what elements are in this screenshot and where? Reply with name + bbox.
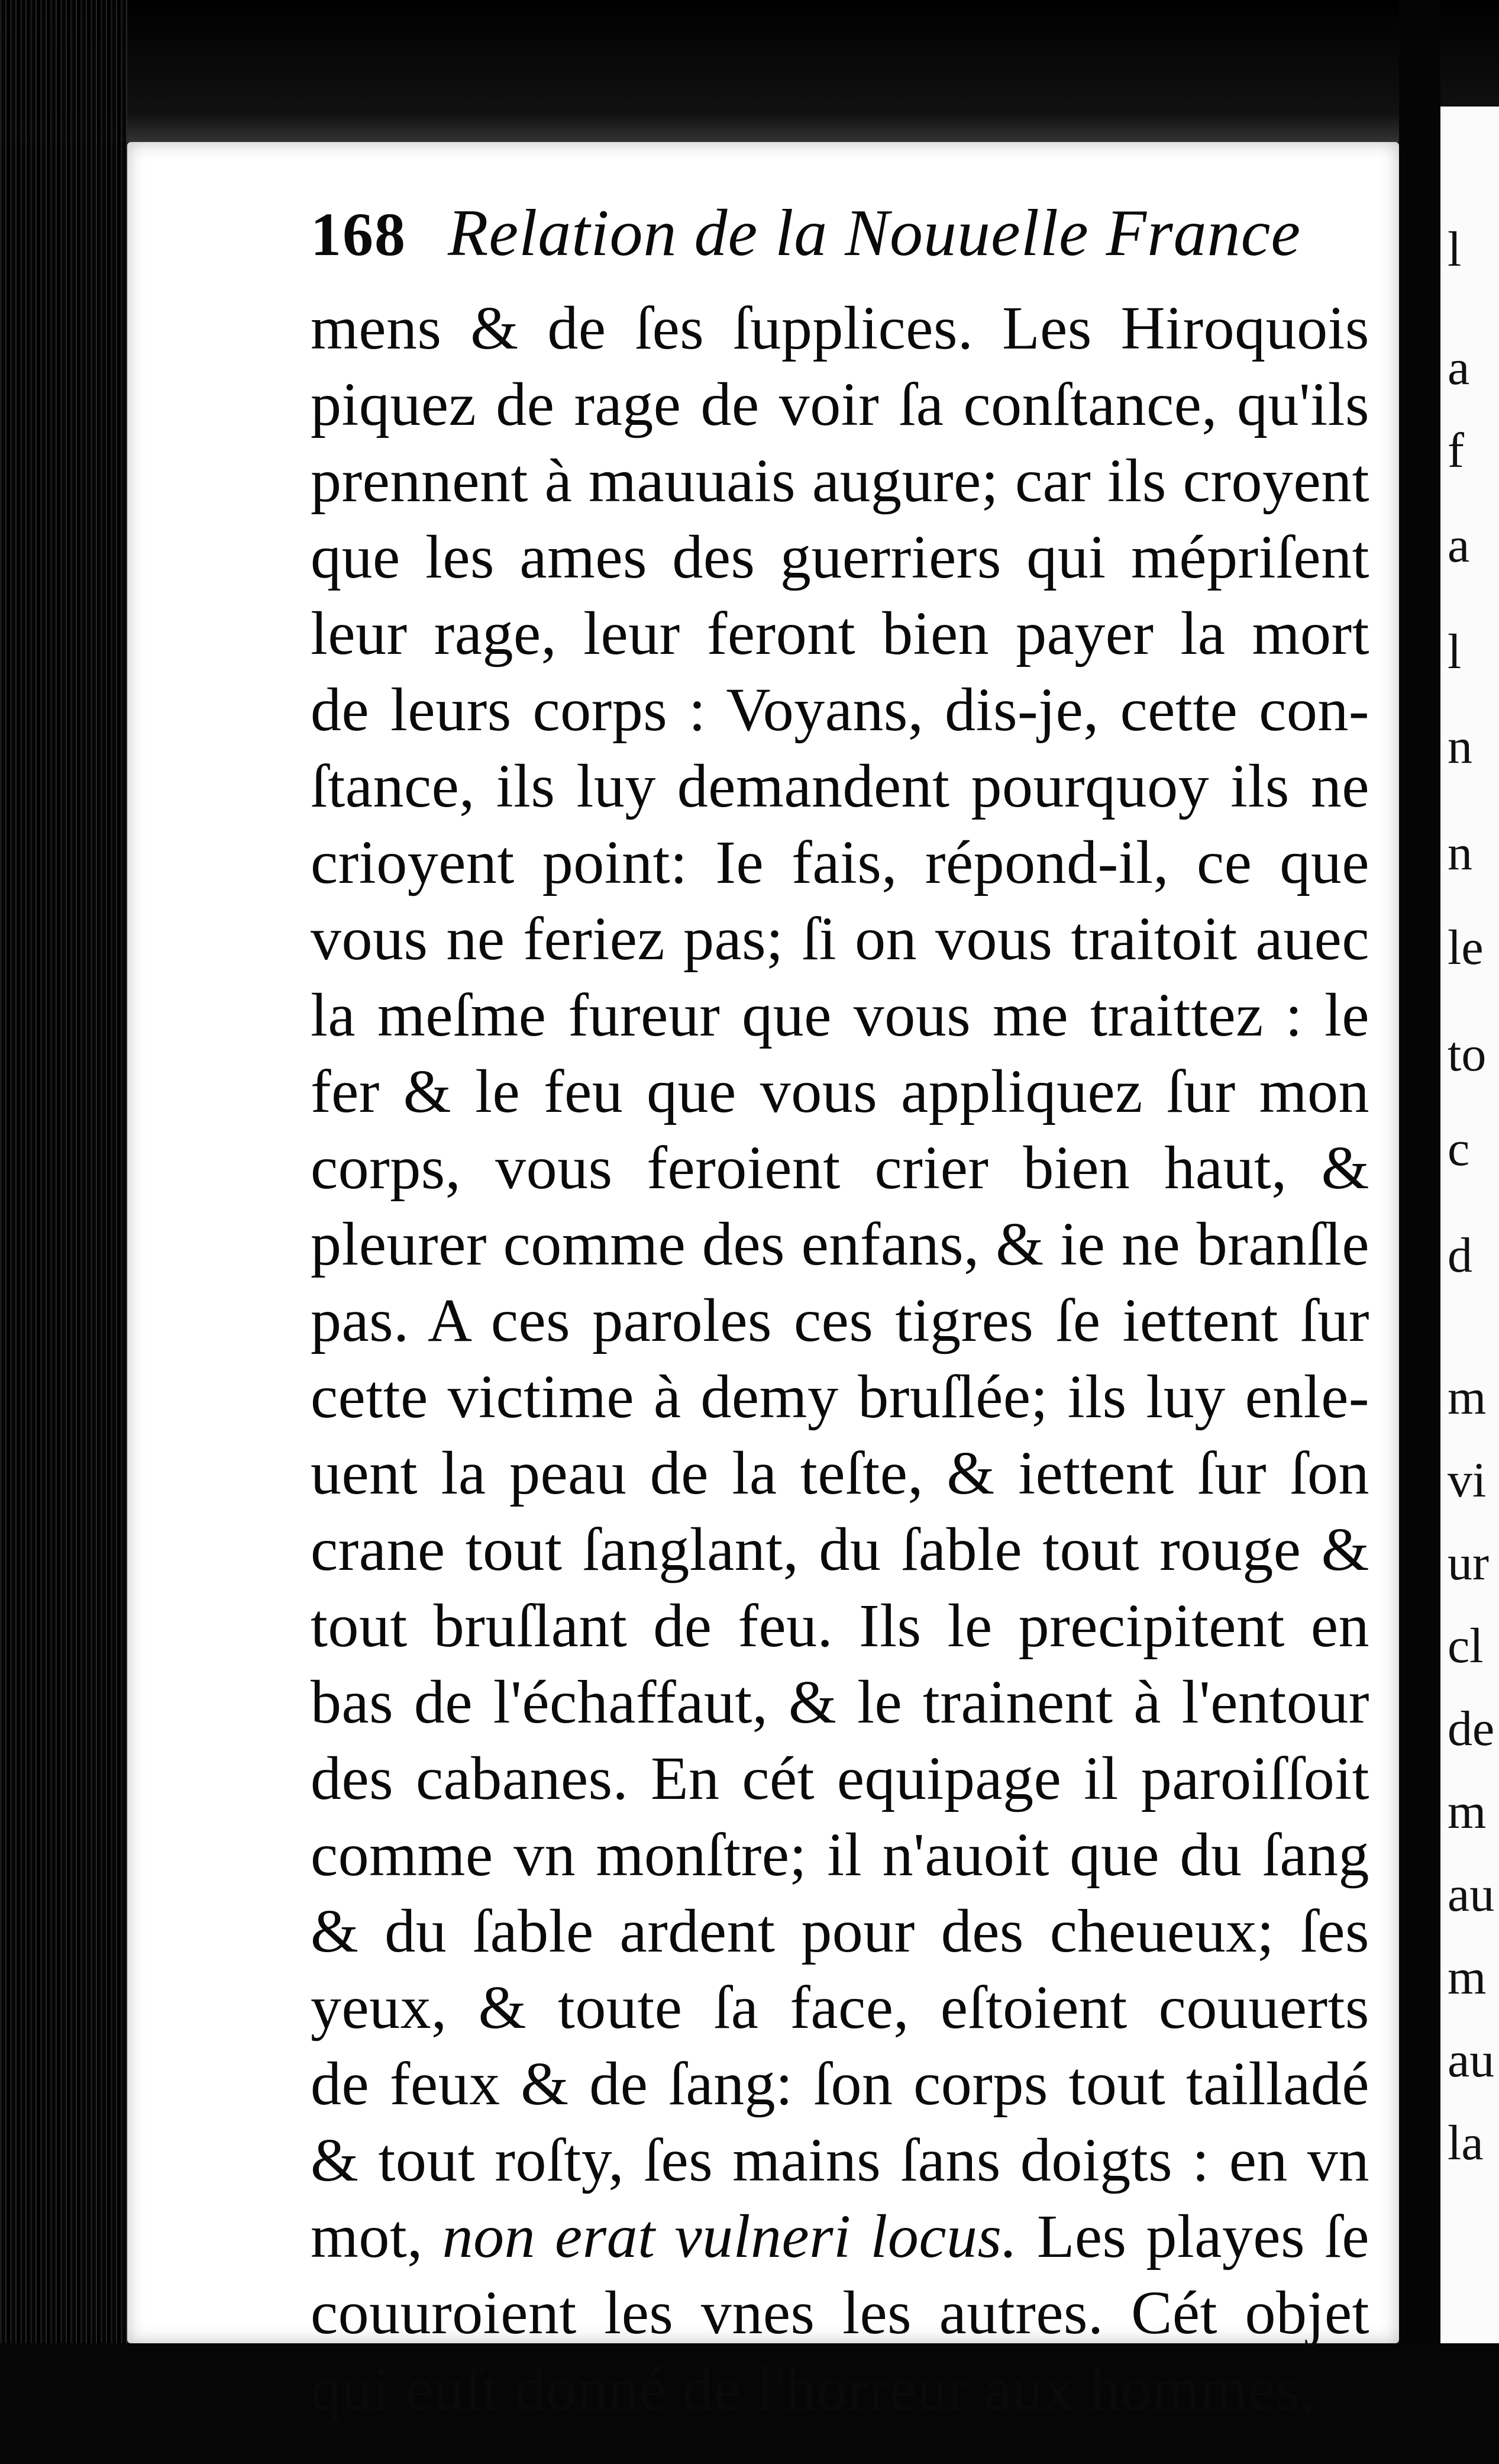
adjacent-page-fragment: m xyxy=(1448,1370,1487,1425)
text-line xyxy=(311,748,1369,824)
adjacent-page-fragment: au xyxy=(1448,2033,1495,2088)
line-text: crane tout ſanglant, du ſable tout rouge & xyxy=(311,1515,1369,1583)
line-text: tout bruſlant de feu. Ils le precipitent en xyxy=(311,1592,1369,1660)
adjacent-page-fragment: vi xyxy=(1448,1453,1487,1508)
adjacent-page-fragment: a xyxy=(1448,340,1470,395)
line-text: fer & le feu que vous appliquez ſur mon xyxy=(311,1057,1369,1125)
line-text: Les playes ſe xyxy=(1017,2202,1369,2271)
adjacent-page-fragment: a xyxy=(1448,518,1470,573)
line-text: couuroient les vnes les autres. Cét objet xyxy=(311,2279,1369,2347)
line-text: de feux & de ſang: ſon corps tout tailladé xyxy=(311,2050,1369,2118)
adjacent-page-fragment: au xyxy=(1448,1867,1495,1922)
text-line xyxy=(311,290,1369,366)
adjacent-page-fragment: le xyxy=(1448,920,1484,975)
line-text: qui euſt donné de l'horreur aux hommes, xyxy=(311,2355,1316,2423)
line-text: uent la peau de la teſte, & iettent ſur ſon xyxy=(311,1439,1369,1507)
line-text: & tout roſty, ſes mains ſans doigts : en vn xyxy=(311,2126,1369,2194)
text-line xyxy=(311,1969,1369,2046)
line-text: pleurer comme des enfans, & ie ne branſle xyxy=(311,1210,1369,1278)
text-line xyxy=(311,1359,1369,1435)
line-text: prennent à mauuais augure; car ils croyent xyxy=(311,447,1369,515)
line-text: yeux, & toute ſa face, eſtoient couuerts xyxy=(311,1973,1369,2041)
adjacent-page-fragment: to xyxy=(1448,1027,1487,1082)
text-line xyxy=(311,2198,1369,2275)
adjacent-page-fragment: m xyxy=(1448,1784,1487,1839)
line-text: crioyent point: Ie fais, répond-il, ce que xyxy=(311,828,1369,896)
page-gutter xyxy=(1399,0,1440,2464)
text-line xyxy=(311,366,1369,443)
line-text: comme vn monſtre; il n'auoit que du ſang xyxy=(311,1821,1369,1889)
text-line xyxy=(311,519,1369,595)
adjacent-page-fragment: n xyxy=(1448,719,1472,774)
body-text xyxy=(311,290,1369,2427)
text-line xyxy=(311,1817,1369,1893)
adjacent-page-fragment: cl xyxy=(1448,1618,1484,1673)
adjacent-page-fragment: m xyxy=(1448,1950,1487,2005)
text-line xyxy=(311,1053,1369,1130)
line-text: mens & de ſes ſupplices. Les Hiroquois xyxy=(311,294,1369,362)
line-text: bas de l'échaffaut, & le trainent à l'entour xyxy=(311,1668,1369,1736)
text-line xyxy=(311,672,1369,748)
text-line xyxy=(311,1130,1369,1206)
text-line xyxy=(311,1511,1369,1588)
binding-margin xyxy=(0,0,127,2464)
text-line xyxy=(311,977,1369,1053)
text-line xyxy=(311,1588,1369,1664)
adjacent-page-strip xyxy=(1440,107,1499,2402)
line-text: vous ne feriez pas; ſi on vous traitoit auec xyxy=(311,905,1369,973)
text-line xyxy=(311,2122,1369,2198)
adjacent-page-fragment: ur xyxy=(1448,1536,1489,1591)
text-line xyxy=(311,1206,1369,1282)
text-line xyxy=(311,1435,1369,1511)
text-line xyxy=(311,443,1369,519)
page-number: 168 xyxy=(311,201,406,269)
line-text: & du ſable ardent pour des cheueux; ſes xyxy=(311,1897,1369,1965)
adjacent-page-fragment: f xyxy=(1448,423,1464,478)
line-text: piquez de rage de voir ſa conſtance, qu'ils xyxy=(311,370,1369,438)
text-line xyxy=(311,595,1369,672)
text-line xyxy=(311,1282,1369,1359)
running-head: Relation de la Nouuelle France xyxy=(448,196,1301,270)
line-text: de leurs corps : Voyans, dis-je, cette con- xyxy=(311,676,1369,744)
line-text: ſtance, ils luy demandent pourquoy ils ne xyxy=(311,752,1369,820)
line-text: cette victime à demy bruſlée; ils luy enle- xyxy=(311,1363,1369,1431)
adjacent-page-fragment: de xyxy=(1448,1701,1495,1756)
line-text: la meſme fureur que vous me traittez : le xyxy=(311,981,1369,1049)
text-line xyxy=(311,1740,1369,1817)
text-line xyxy=(311,1664,1369,1740)
line-text: leur rage, leur feront bien payer la mort xyxy=(311,599,1369,667)
text-line xyxy=(311,2351,1369,2427)
line-text: des cabanes. En cét equipage il paroiſſoit xyxy=(311,1744,1369,1812)
line-text: que les ames des guerriers qui mépriſent xyxy=(311,523,1369,591)
text-line xyxy=(311,824,1369,901)
text-line xyxy=(311,2275,1369,2351)
adjacent-page-fragment: l xyxy=(1448,222,1462,277)
line-text: corps, vous feroient crier bien haut, & xyxy=(311,1134,1369,1202)
adjacent-page-fragment: d xyxy=(1448,1228,1472,1283)
line-text: mot, xyxy=(311,2202,442,2271)
text-line xyxy=(311,901,1369,977)
adjacent-page-fragment: c xyxy=(1448,1121,1470,1176)
text-line xyxy=(311,2046,1369,2122)
adjacent-page-fragment: n xyxy=(1448,825,1472,881)
adjacent-page-fragment: l xyxy=(1448,624,1462,679)
line-text: pas. A ces paroles ces tigres ſe iettent ſur xyxy=(311,1286,1369,1354)
scan-top-edge xyxy=(0,0,1499,142)
adjacent-page-fragment: la xyxy=(1448,2115,1484,2170)
latin-phrase: non erat vulneri locus. xyxy=(442,2202,1017,2271)
page-header xyxy=(311,195,1346,284)
text-line xyxy=(311,1893,1369,1969)
